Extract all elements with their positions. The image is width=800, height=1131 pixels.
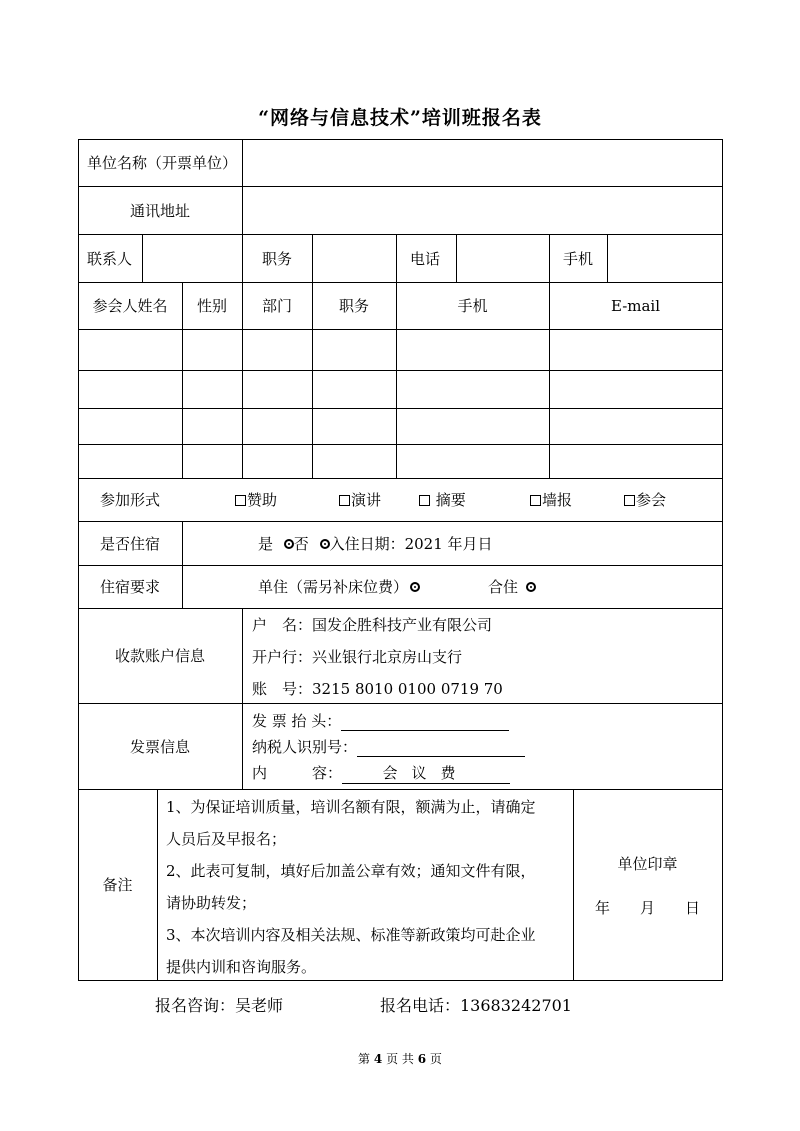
option-speech[interactable]: 演讲 xyxy=(339,490,381,510)
header-participant-name: 参会人姓名 xyxy=(92,297,168,315)
lodging-single xyxy=(258,577,420,597)
remark-line: 2、此表可复制，填好后加盖公章有效；通知文件有限， xyxy=(166,862,536,880)
page-total: 6 xyxy=(417,1052,427,1066)
consult-phone: 报名电话：13683242701 xyxy=(380,996,572,1015)
checkbox-icon xyxy=(339,495,350,506)
row-divider xyxy=(78,370,723,371)
lodging-no-label: 否 xyxy=(293,535,309,553)
single-room-radio[interactable] xyxy=(410,582,420,592)
invoice-content-value: 会议费 xyxy=(342,763,510,784)
account-name: 户 名：国发企胜科技产业有限公司 xyxy=(252,616,493,634)
option-abstract[interactable]: 摘要 xyxy=(419,490,466,510)
row-divider xyxy=(78,444,723,445)
col-divider xyxy=(396,234,397,282)
account-label: 收款账户信息 xyxy=(114,647,205,665)
shared-room-label: 合住 xyxy=(488,578,519,596)
invoice-content-row xyxy=(252,763,510,784)
checkin-date[interactable]: 入住日期：2021 年月日 xyxy=(329,535,493,553)
invoice-header-row xyxy=(252,711,509,731)
unit-name-label: 单位名称（开票单位） xyxy=(87,154,238,172)
invoice-header-label: 发 票 抬 头： xyxy=(252,712,342,730)
row-divider xyxy=(78,329,723,330)
row-divider xyxy=(78,789,723,790)
col-divider xyxy=(549,234,550,282)
checkbox-icon xyxy=(530,495,541,506)
remark-line: 提供内训和咨询服务。 xyxy=(166,958,317,976)
option-attend[interactable]: 参会 xyxy=(624,490,666,510)
position-label: 职务 xyxy=(262,250,293,268)
tax-id-label: 纳税人识别号： xyxy=(252,738,358,756)
shared-room-radio[interactable] xyxy=(526,582,536,592)
invoice-label: 发票信息 xyxy=(129,738,190,756)
page-suffix: 页 xyxy=(429,1052,442,1066)
header-position: 职务 xyxy=(338,297,369,315)
remark-line: 人员后及早报名； xyxy=(166,830,287,848)
page-number: 4 xyxy=(373,1052,383,1066)
row-divider xyxy=(78,703,723,704)
unit-name-field[interactable] xyxy=(243,140,722,186)
row-divider xyxy=(78,608,723,609)
account-number: 账 号：3215 8010 0100 0719 70 xyxy=(252,680,503,698)
option-sponsor[interactable]: 赞助 xyxy=(235,490,277,510)
checkbox-icon xyxy=(235,495,246,506)
col-divider xyxy=(182,521,183,608)
lodging-shared xyxy=(488,577,536,597)
option-poster[interactable]: 墙报 xyxy=(530,490,572,510)
page-prefix: 第 xyxy=(358,1052,371,1066)
page-footer xyxy=(0,1050,800,1067)
row-divider xyxy=(78,408,723,409)
table-border-bottom xyxy=(78,980,723,981)
address-field[interactable] xyxy=(243,187,722,234)
mobile-label: 手机 xyxy=(563,250,594,268)
remarks-label: 备注 xyxy=(102,876,133,894)
lodging-yes-label: 是 xyxy=(258,535,274,553)
account-bank: 开户行：兴业银行北京房山支行 xyxy=(252,648,463,666)
phone-label: 电话 xyxy=(410,250,441,268)
lodging-options xyxy=(258,534,493,554)
contact-field[interactable] xyxy=(143,235,242,282)
col-divider xyxy=(242,234,243,282)
col-divider xyxy=(573,789,574,980)
unit-seal-label: 单位印章 xyxy=(617,855,678,873)
lodging-no-radio[interactable] xyxy=(320,539,330,549)
row-divider xyxy=(78,478,723,479)
remark-line: 请协助转发； xyxy=(166,894,257,912)
seal-date: 年 月 日 xyxy=(594,899,700,917)
table-border-left xyxy=(78,139,79,981)
lodging-yes-radio[interactable] xyxy=(284,539,294,549)
header-mobile: 手机 xyxy=(457,297,488,315)
row-divider xyxy=(78,521,723,522)
lodging-req-label: 住宿要求 xyxy=(100,578,161,596)
remark-line: 1、为保证培训质量，培训名额有限，额满为止，请确定 xyxy=(166,798,536,816)
header-gender: 性别 xyxy=(196,297,227,315)
form-title: “网络与信息技术”培训班报名表 xyxy=(258,107,542,129)
lodging-label: 是否住宿 xyxy=(100,535,161,553)
header-email: E-mail xyxy=(610,297,661,315)
checkbox-icon xyxy=(419,495,430,506)
row-divider xyxy=(78,282,723,283)
table-border-right xyxy=(722,139,723,981)
tax-id-field[interactable] xyxy=(357,740,525,757)
header-department: 部门 xyxy=(261,297,292,315)
checkbox-icon xyxy=(624,495,635,506)
invoice-tax-row xyxy=(252,737,525,757)
participation-label: 参加形式 xyxy=(100,491,161,509)
page-mid: 页 共 xyxy=(386,1052,414,1066)
single-room-label: 单住（需另补床位费） xyxy=(258,578,409,596)
remark-line: 3、本次培训内容及相关法规、标准等新政策均可赴企业 xyxy=(166,926,536,944)
invoice-content-label: 内 容： xyxy=(252,764,343,782)
address-label: 通讯地址 xyxy=(129,202,190,220)
row-divider xyxy=(78,565,723,566)
phone-field[interactable] xyxy=(457,235,549,282)
position-field[interactable] xyxy=(313,235,396,282)
consult-contact: 报名咨询：吴老师 xyxy=(155,996,284,1015)
col-divider xyxy=(242,608,243,789)
invoice-header-field[interactable] xyxy=(341,714,509,731)
mobile-field[interactable] xyxy=(608,235,722,282)
col-divider xyxy=(157,789,158,980)
contact-label: 联系人 xyxy=(87,250,133,268)
